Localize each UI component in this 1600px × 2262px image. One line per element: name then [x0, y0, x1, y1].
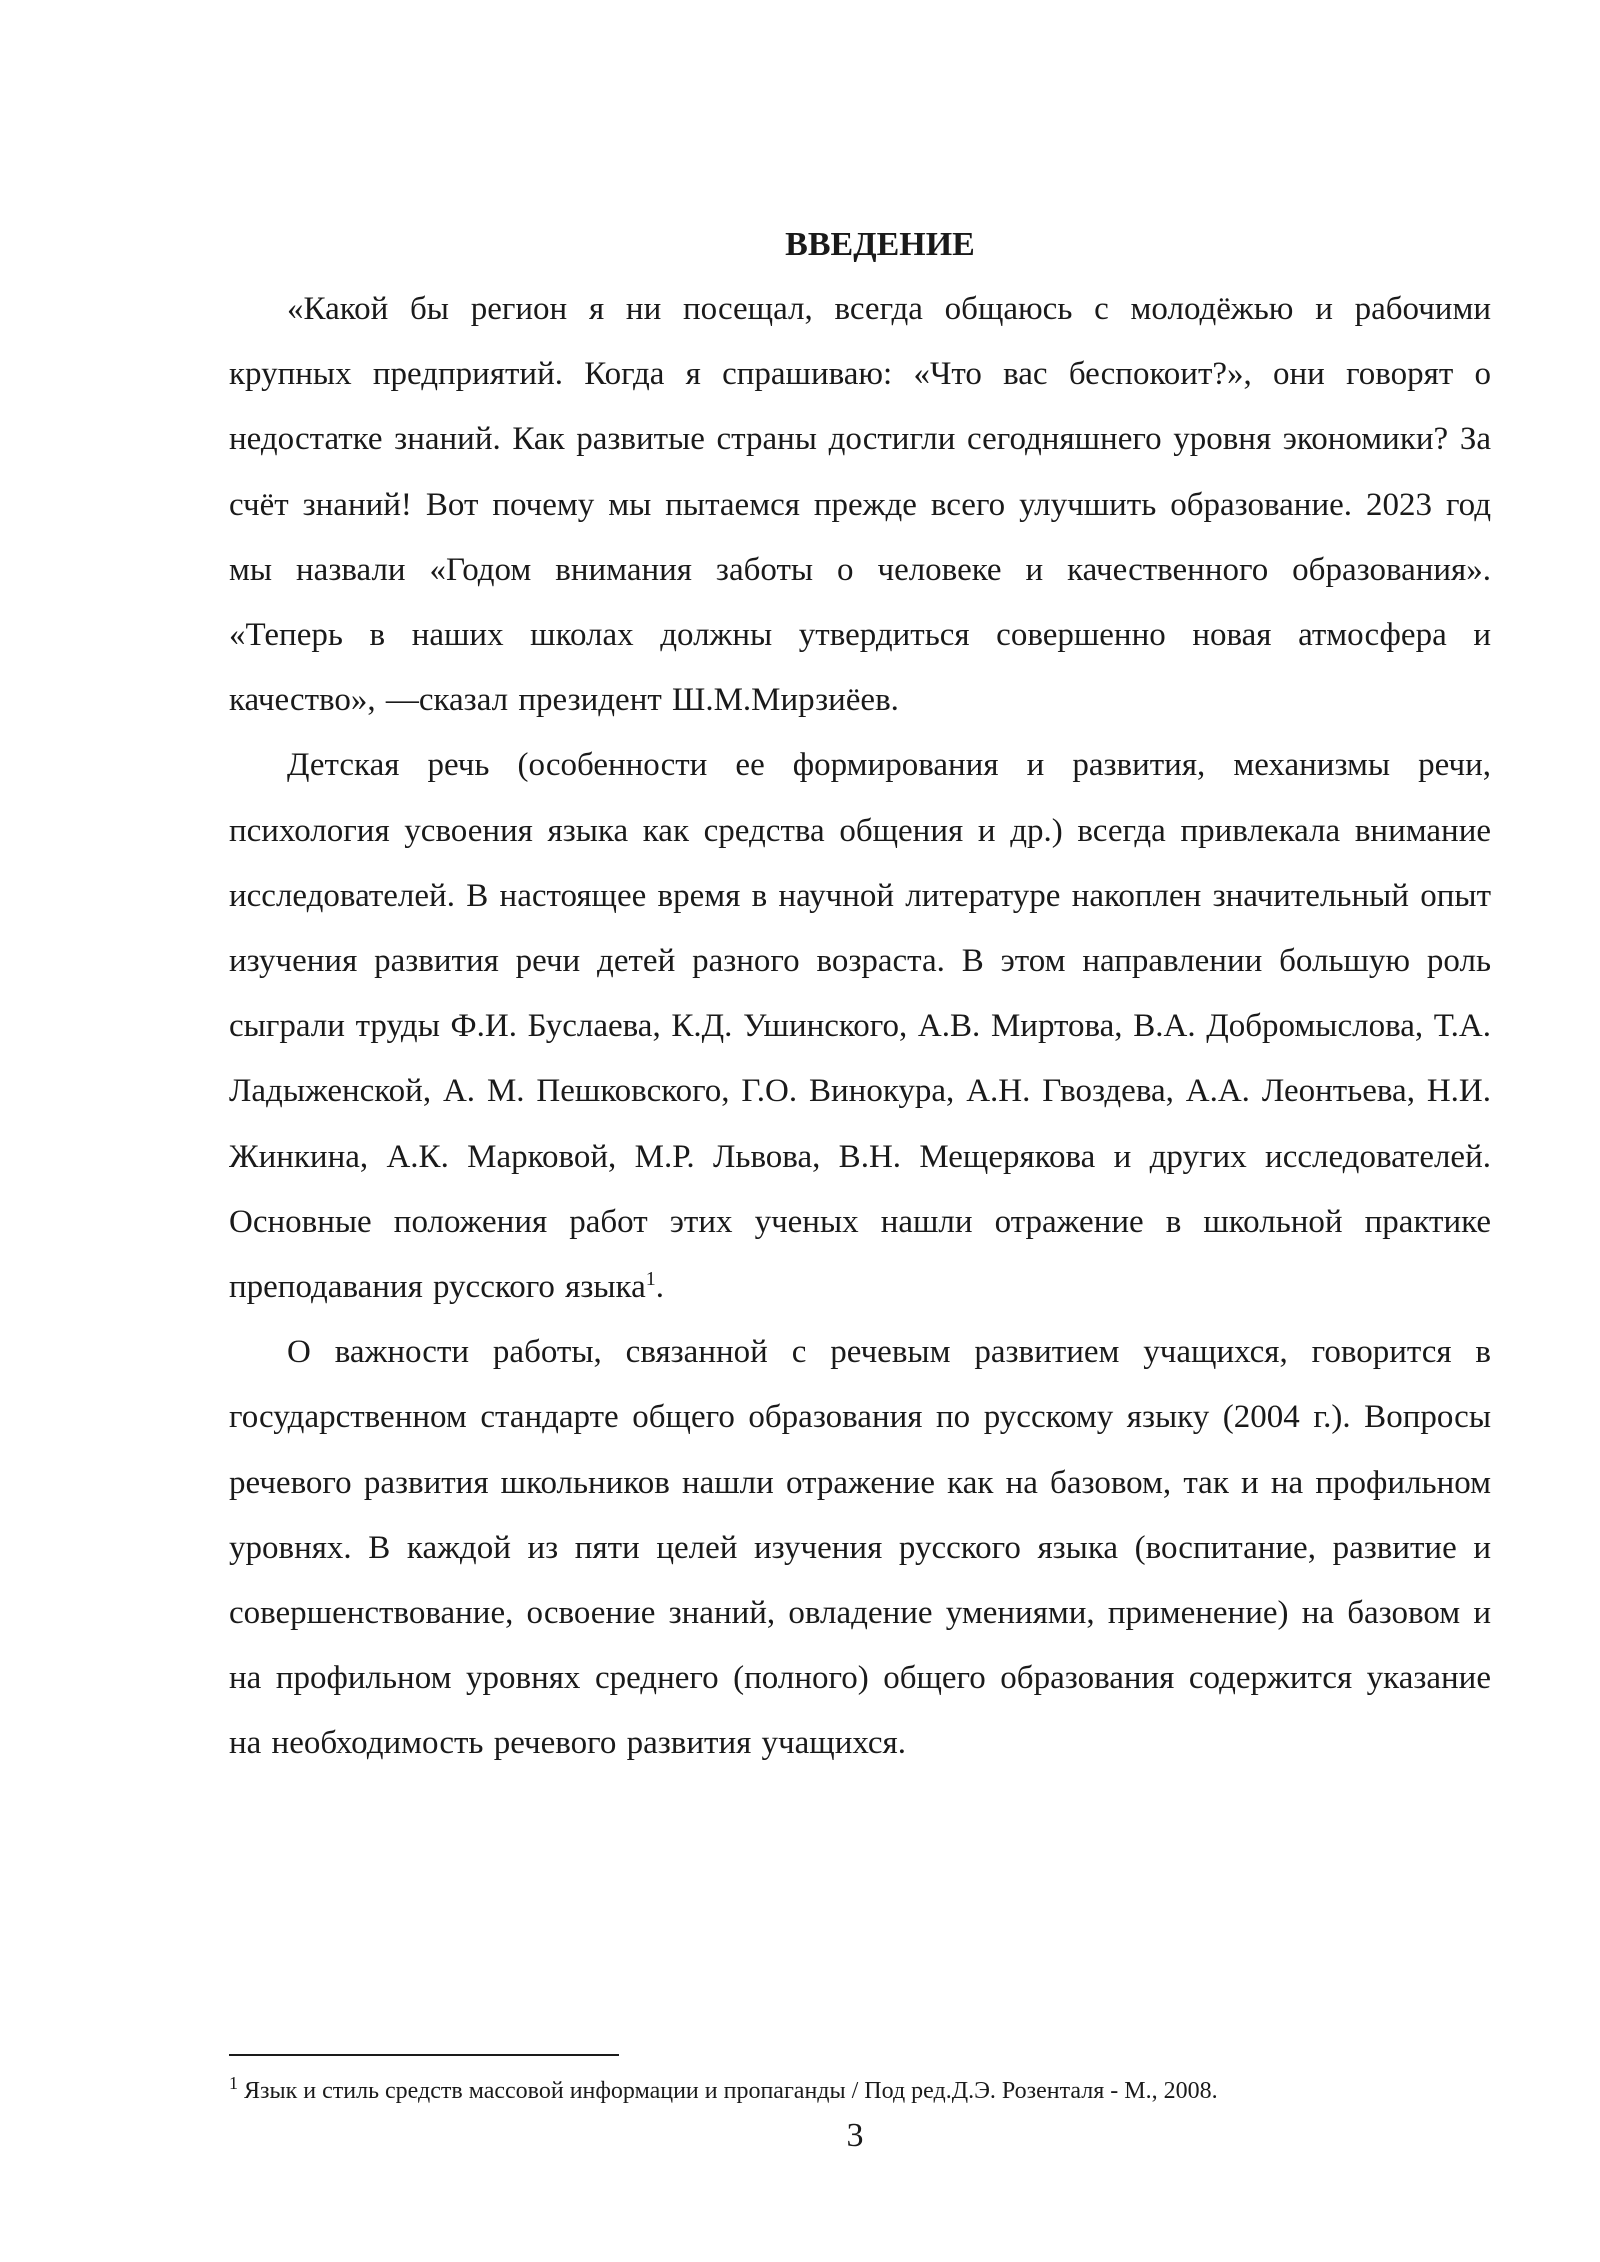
footnote-separator	[229, 2054, 619, 2056]
paragraph-2-tail: .	[655, 1269, 664, 1306]
footnote-text: Язык и стиль средств массовой информации и пропаганды / Под ред.Д.Э. Розенталя - М., 2008.	[244, 2078, 1218, 2104]
page-number: 3	[846, 2117, 864, 2154]
paragraph-1-text: «Какой бы регион я ни посещал, всегда общаюсь с молодёжью и рабочими крупных предприятий. Когда я спрашиваю: «Что вас беспокоит?», они говорят о недостатке знаний. Как развитые страны достигли сегодняшнего уровня экономики? За счёт знаний! Вот почему мы пытаемся прежде всего улучшить образование. 2023 год мы назвали «Годом внимания заботы о человеке и качественного образования». «Теперь в наших школах должны утвердиться совершенно новая атмосфера и качество», —сказал президент Ш.М.Мирзиёев.	[229, 291, 1491, 719]
paragraph-3	[229, 1320, 1491, 1776]
paragraph-2-text: Детская речь (особенности ее формирования и развития, механизмы речи, психология усвоения языка как средства общения и др.) всегда привлекала внимание исследователей. В настоящее время в научной литературе накоплен значительный опыт изучения развития речи детей разного возраста. В этом направлении большую роль сыграли труды Ф.И. Буслаева, К.Д. Ушинского, А.В. Миртова, В.А. Добромыслова, Т.А. Ладыженской, А. М. Пешковского, Г.О. Винокура, А.Н. Гвоздева, А.А. Леонтьева, Н.И. Жинкина, А.К. Марковой, М.Р. Львова, В.Н. Мещерякова и других исследователей. Основные положения работ этих ученых нашли отражение в школьной практике преподавания русского языка	[229, 747, 1491, 1306]
section-title: ВВЕДЕНИЕ	[785, 226, 975, 263]
footnote	[229, 2073, 1491, 2109]
footnote-reference[interactable]: 1	[645, 1268, 656, 1291]
paragraph-2	[229, 733, 1491, 1320]
paragraph-3-text: О важности работы, связанной с речевым развитием учащихся, говорится в государственном стандарте общего образования по русскому языку (2004 г.). Вопросы речевого развития школьников нашли отражение как на базовом, так и на профильном уровнях. В каждой из пяти целей изучения русского языка (воспитание, развитие и совершенствование, освоение знаний, овладение умениями, применение) на базовом и на профильном уровнях среднего (полного) общего образования содержится указание на необходимость речевого развития учащихся.	[229, 1334, 1491, 1762]
paragraph-1	[229, 277, 1491, 733]
footnote-number: 1	[229, 2073, 238, 2093]
page-body	[229, 212, 1491, 1777]
